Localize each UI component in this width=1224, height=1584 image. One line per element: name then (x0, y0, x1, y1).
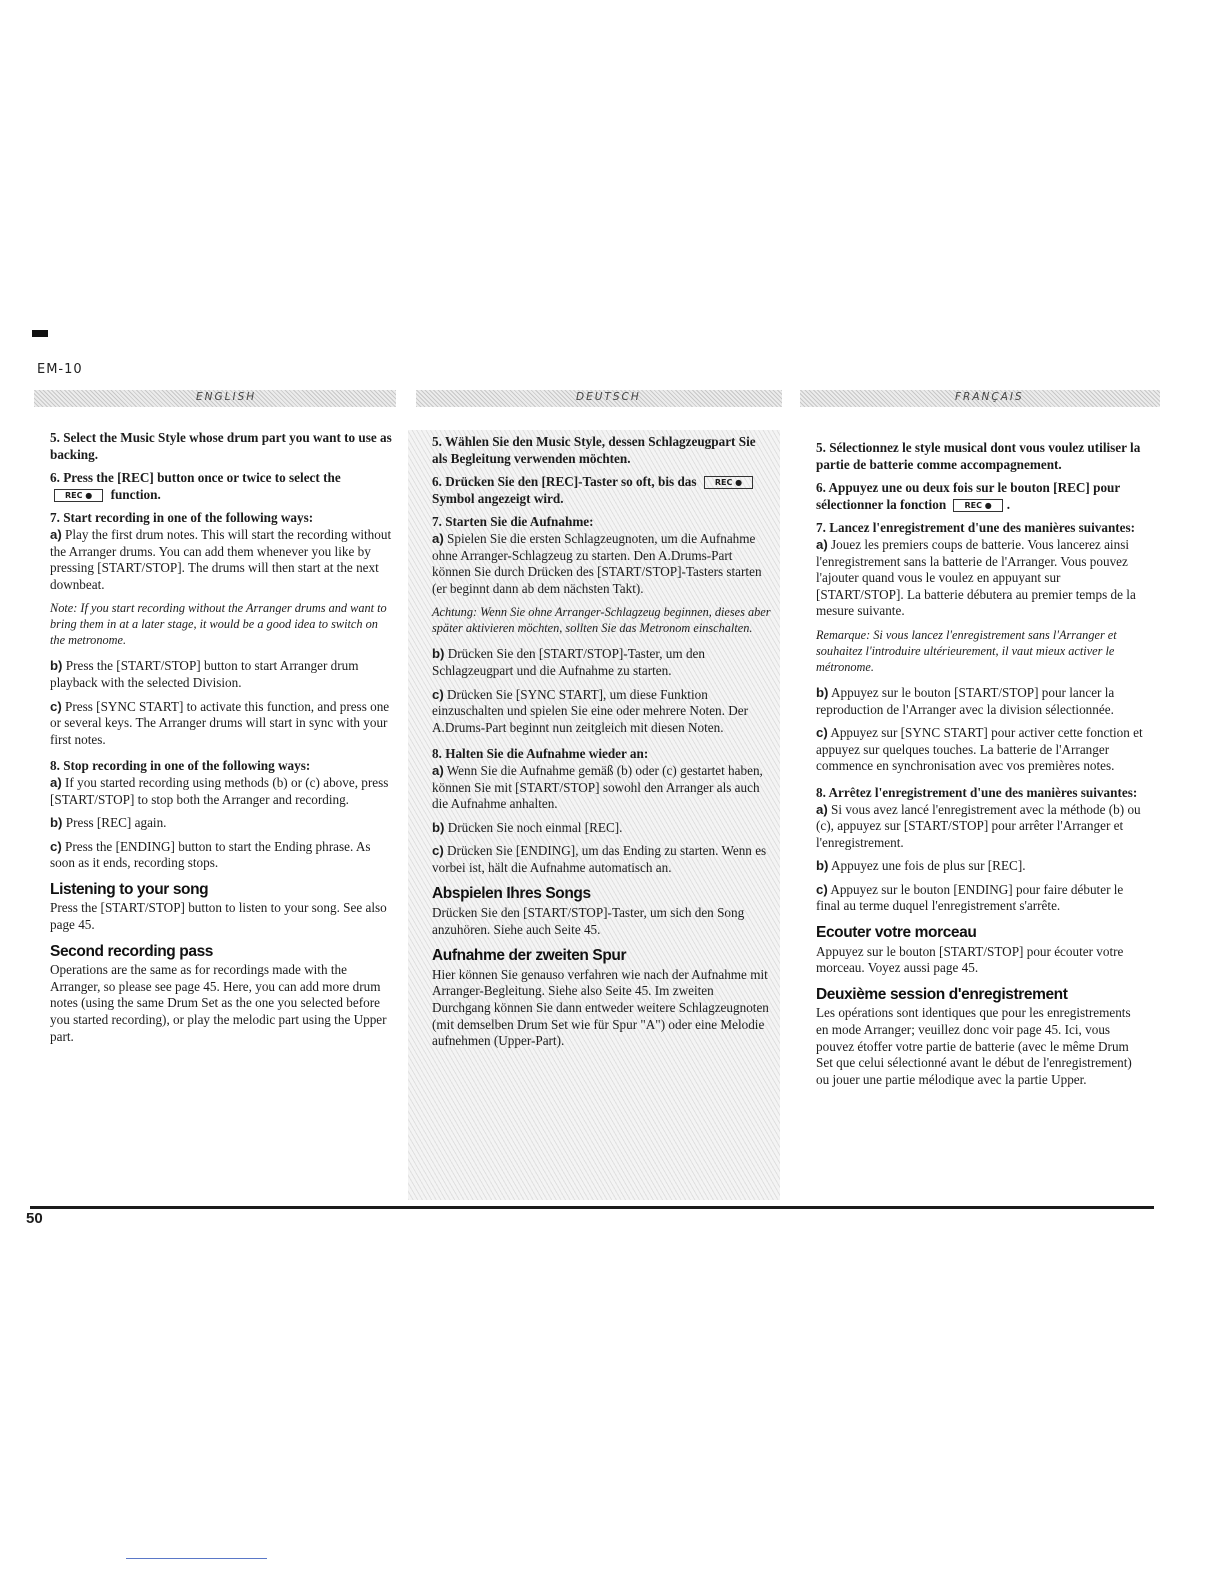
step-8a (50, 775, 393, 808)
label-c: c) (432, 686, 444, 702)
language-label-francais: FRANÇAIS (955, 391, 1024, 403)
listening-text: Press the [START/STOP] button to listen to your song. See also page 45. (50, 900, 387, 933)
label-b: b) (816, 858, 829, 874)
heading-listening: Listening to your song (50, 880, 209, 898)
step-6-text-end: function. (110, 486, 161, 502)
step-7c (816, 725, 1146, 775)
step-8c (50, 839, 393, 872)
step-7a-text: Spielen Sie die ersten Schlagzeugnoten, um die Aufnahme ohne Arranger-Schlagzeug zu starten. Den A.Drums-Part können Sie durch Drücken des [START/STOP]-Tasters starten (er beginnt dann ab dem nächsten Takt). (432, 530, 762, 596)
label-a: a) (50, 526, 62, 542)
step-7a (432, 531, 772, 597)
step-7a (50, 527, 393, 593)
page-number: 50 (26, 1210, 43, 1227)
footer-rule (30, 1206, 1154, 1209)
step-6 (50, 470, 393, 503)
step-7b (432, 646, 772, 679)
step-8b (816, 858, 1146, 875)
heading-second-pass: Aufnahme der zweiten Spur (432, 947, 627, 965)
step-6-text-end: Symbol angezeigt wird. (432, 490, 564, 506)
label-a: a) (816, 536, 828, 552)
english-column (50, 430, 393, 1052)
step-8a (432, 763, 772, 813)
rec-symbol: REC ● (54, 489, 103, 502)
label-b: b) (816, 684, 829, 700)
step-8c-text: Drücken Sie [ENDING], um das Ending zu starten. Wenn es vorbei ist, hält die Aufnahme automatisch an. (432, 843, 767, 875)
step-7c-text: Appuyez sur [SYNC START] pour activer cette fonction et appuyez sur quelques touches. La batterie de l'Arranger commence en synchronisation avec vos premières notes. (816, 725, 1143, 774)
step-8b (50, 815, 393, 832)
step-8-heading: 8. Halten Sie die Aufnahme wieder an: (432, 746, 649, 762)
step-7c-text: Press [SYNC START] to activate this function, and press one or several keys. The Arranger drums will start in sync with your first notes. (50, 698, 390, 747)
step-8a-text: Wenn Sie die Aufnahme gemäß (b) oder (c) gestartet haben, können Sie mit [START/STOP] sowohl den Arranger als auch die Aufnahme anhalten. (432, 762, 763, 812)
step-7a-text: Play the first drum notes. This will start the recording without the Arranger drums. You can add them whenever you like by pressing [START/STOP]. The drums will then start at the next downbeat. (50, 526, 392, 592)
language-label-english: ENGLISH (196, 391, 257, 403)
second-pass-text: Operations are the same as for recordings made with the Arranger, so please see page 45. Here, you can add more drum notes (using the same Drum Set as the one you selected before you started recording), or play the melodic part using the Upper part. (50, 962, 387, 1044)
label-c: c) (50, 698, 62, 714)
step-6-text: 6. Appuyez une ou deux fois sur le bouton [REC] pour sélectionner la fonction (816, 480, 1120, 512)
step-6 (432, 474, 772, 507)
step-7-heading: 7. Start recording in one of the following ways: (50, 510, 314, 526)
language-band-francais (800, 390, 1160, 407)
label-c: c) (816, 725, 828, 741)
step-7c (432, 687, 772, 737)
francais-column (816, 440, 1146, 1095)
model-name: EM-10 (37, 362, 83, 377)
bottom-link-line (126, 1558, 267, 1559)
step-5: 5. Sélectionnez le style musical dont vous voulez utiliser la partie de batterie comme accompagnement. (816, 440, 1141, 472)
step-7c (50, 699, 393, 749)
listening-text: Drücken Sie den [START/STOP]-Taster, um sich den Song anzuhören. Siehe auch Seite 45. (432, 905, 745, 937)
label-b: b) (432, 819, 445, 835)
label-a: a) (816, 801, 828, 817)
language-band-english (34, 390, 396, 407)
label-a: a) (432, 530, 444, 546)
step-6 (816, 480, 1146, 513)
step-8a-text: If you started recording using methods (b) or (c) above, press [START/STOP] to stop both the Arranger and recording. (50, 774, 389, 807)
step-7-heading: 7. Starten Sie die Aufnahme: (432, 514, 594, 530)
step-7b-text: Drücken Sie den [START/STOP]-Taster, um den Schlagzeugpart und die Aufnahme zu starten. (432, 646, 705, 678)
second-pass-text: Hier können Sie genauso verfahren wie nach der Aufnahme mit Arranger-Begleitung. Siehe also Seite 45. Im zweiten Durchgang können Sie dann entweder weitere Schlagzeugnoten (mit demselben Drum Set wie für Spur "A") oder eine Melodie aufnehmen (Upper-Part). (432, 966, 769, 1049)
step-8a (816, 802, 1146, 852)
step-8c-text: Press the [ENDING] button to start the Ending phrase. As soon as it ends, recording stops. (50, 838, 371, 871)
label-b: b) (432, 646, 445, 662)
step-8-heading: 8. Arrêtez l'enregistrement d'une des manières suivantes: (816, 784, 1138, 800)
step-7b (50, 658, 393, 691)
step-8c-text: Appuyez sur le bouton [ENDING] pour faire débuter le final au terme duquel l'enregistrement s'arrête. (816, 881, 1124, 914)
heading-second-pass: Second recording pass (50, 942, 214, 960)
step-8a-text: Si vous avez lancé l'enregistrement avec la méthode (b) ou (c), appuyez sur [START/STOP] pour arrêter l'Arranger et l'enregistrement. (816, 801, 1141, 850)
step-7b-text: Appuyez sur le bouton [START/STOP] pour lancer la reproduction de l'Arranger avec la division sélectionnée. (816, 684, 1115, 717)
step-5: 5. Select the Music Style whose drum part you want to use as backing. (50, 430, 392, 462)
step-7b-text: Press the [START/STOP] button to start Arranger drum playback with the selected Division. (50, 658, 359, 690)
step-7b (816, 685, 1146, 718)
step-5: 5. Wählen Sie den Music Style, dessen Schlagzeugpart Sie als Begleitung verwenden möchten. (432, 434, 756, 466)
note: Achtung: Wenn Sie ohne Arranger-Schlagzeug beginnen, dieses aber später aktivieren möchten, sollten Sie das Metronom einschalten. (432, 605, 771, 636)
label-c: c) (432, 843, 444, 859)
language-band-deutsch (416, 390, 782, 407)
deutsch-column (408, 430, 780, 1200)
step-8b-text: Drücken Sie noch einmal [REC]. (447, 819, 623, 835)
step-7-heading: 7. Lancez l'enregistrement d'une des manières suivantes: (816, 520, 1136, 536)
step-8b (432, 820, 772, 837)
heading-listening: Ecouter votre morceau (816, 924, 977, 942)
step-8c (432, 843, 772, 876)
label-a: a) (432, 762, 444, 778)
rec-symbol: REC ● (953, 499, 1002, 512)
step-8b-text: Appuyez une fois de plus sur [REC]. (831, 858, 1026, 874)
step-8-heading: 8. Stop recording in one of the following ways: (50, 758, 311, 774)
corner-mark (32, 330, 48, 337)
rec-symbol: REC ● (704, 476, 753, 489)
step-6-text: 6. Press the [REC] button once or twice to select the (50, 470, 341, 486)
step-8b-text: Press [REC] again. (65, 815, 167, 831)
label-c: c) (50, 838, 62, 854)
step-8c (816, 882, 1146, 915)
language-label-deutsch: DEUTSCH (576, 391, 641, 403)
label-b: b) (50, 658, 63, 674)
step-7a (816, 537, 1146, 620)
note: Note: If you start recording without the Arranger drums and want to bring them in at a later stage, it would be a good idea to switch on the metronome. (50, 601, 387, 648)
heading-listening: Abspielen Ihres Songs (432, 885, 591, 903)
note: Remarque: Si vous lancez l'enregistrement sans l'Arranger et souhaitez l'introduire ultérieurement, il vaut mieux activer le métronome. (816, 627, 1117, 674)
second-pass-text: Les opérations sont identiques que pour les enregistrements en mode Arranger; veuillez donc voir page 45. Ici, vous pouvez étoffer votre partie de batterie (avec le même Drum Set que celui sélectionné avant le début de l'enregistrement) ou jouer une partie mélodique avec la partie Upper. (816, 1005, 1132, 1087)
label-c: c) (816, 881, 828, 897)
step-7c-text: Drücken Sie [SYNC START], um diese Funktion einzuschalten und spielen Sie eine oder mehrere Noten. Der A.Drums-Part beginnt nun zeitgleich mit diesen Noten. (432, 686, 749, 735)
listening-text: Appuyez sur le bouton [START/STOP] pour écouter votre morceau. Voyez aussi page 45. (816, 943, 1124, 976)
label-a: a) (50, 774, 62, 790)
label-b: b) (50, 815, 63, 831)
step-6-text-end: . (1006, 496, 1011, 512)
step-7a-text: Jouez les premiers coups de batterie. Vous lancerez ainsi l'enregistrement sans la batterie de l'Arranger. Vous pouvez l'ajouter quand vous le voulez en appuyant sur [START/STOP]. La batterie débutera au premier temps de la mesure suivante. (816, 536, 1136, 619)
heading-second-pass: Deuxième session d'enregistrement (816, 985, 1068, 1003)
step-6-text: 6. Drücken Sie den [REC]-Taster so oft, bis das (432, 474, 697, 490)
